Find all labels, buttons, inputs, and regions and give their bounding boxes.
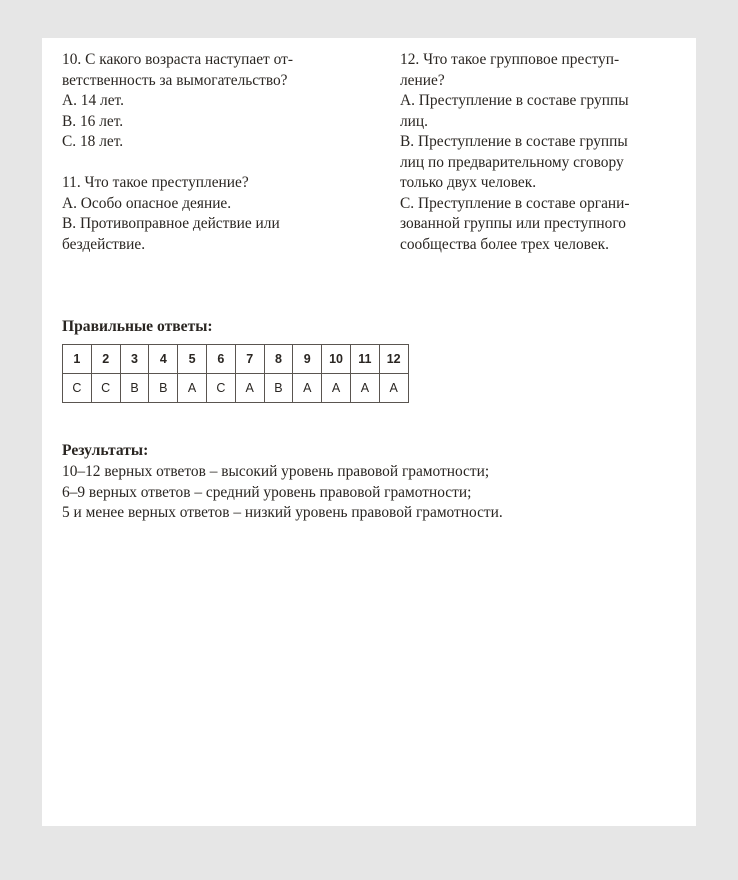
results-heading: Результаты:	[62, 442, 149, 459]
question-10	[62, 50, 362, 153]
results-list	[62, 462, 503, 524]
answer-option: лиц по предварительному сговору	[400, 153, 624, 171]
answer-option: зованной группы или преступного	[400, 215, 626, 232]
answer-option: сообщества более трех человек.	[400, 235, 609, 253]
question-number-cell: 6	[206, 345, 235, 374]
answer-option: А. Преступление в составе группы	[400, 92, 629, 109]
result-line: 6–9 верных ответов – средний уровень правовой грамотности;	[62, 483, 472, 501]
question-text: ветственность за вымогательство?	[62, 71, 288, 89]
question-text: ление?	[400, 71, 445, 89]
question-number-cell: 1	[63, 345, 92, 374]
answer-option: В. Преступление в составе группы	[400, 133, 628, 150]
answer-letter-cell: A	[350, 374, 379, 403]
question-number-cell: 2	[91, 345, 120, 374]
right-column	[400, 50, 680, 255]
question-number-cell: 4	[149, 345, 178, 374]
answer-letter-cell: C	[206, 374, 235, 403]
answer-option: С. Преступление в составе органи-	[400, 194, 630, 212]
question-12	[400, 50, 680, 255]
answer-option: только двух человек.	[400, 174, 537, 191]
question-number-cell: 11	[350, 345, 379, 374]
answer-letter-cell: A	[235, 374, 264, 403]
question-number-cell: 9	[293, 345, 322, 374]
answer-letter-cell: A	[178, 374, 207, 403]
question-number-cell: 7	[235, 345, 264, 374]
answer-letter-cell: A	[379, 374, 408, 403]
question-number-cell: 10	[322, 345, 351, 374]
question-11	[62, 173, 362, 255]
question-text: 11. Что такое преступление?	[62, 174, 249, 191]
answer-letter-cell: A	[293, 374, 322, 403]
answer-option: лиц.	[400, 112, 429, 130]
document-page	[42, 38, 696, 826]
answers-table	[62, 344, 409, 403]
result-line: 5 и менее верных ответов – низкий уровень правовой грамотности.	[62, 504, 503, 521]
answer-option: В. Противоправное действие или	[62, 215, 280, 232]
answer-option: бездействие.	[62, 235, 146, 253]
answer-option: А. 14 лет.	[62, 92, 124, 109]
question-text: 10. С какого возраста наступает от-	[62, 51, 293, 68]
question-number-cell: 8	[264, 345, 293, 374]
answer-option: А. Особо опасное деяние.	[62, 194, 232, 212]
question-number-cell: 5	[178, 345, 207, 374]
answers-letters-row	[63, 374, 409, 403]
answers-numbers-row	[63, 345, 409, 374]
question-text: 12. Что такое групповое преступ-	[400, 51, 620, 68]
answer-letter-cell: B	[120, 374, 149, 403]
answer-letter-cell: C	[63, 374, 92, 403]
left-column	[62, 50, 362, 255]
answer-letter-cell: C	[91, 374, 120, 403]
answers-heading: Правильные ответы:	[62, 318, 213, 335]
answer-option: С. 18 лет.	[62, 133, 124, 150]
question-number-cell: 12	[379, 345, 408, 374]
answer-letter-cell: A	[322, 374, 351, 403]
answer-option: В. 16 лет.	[62, 112, 124, 130]
answer-letter-cell: B	[149, 374, 178, 403]
answer-letter-cell: B	[264, 374, 293, 403]
result-line: 10–12 верных ответов – высокий уровень правовой грамотности;	[62, 463, 490, 480]
question-number-cell: 3	[120, 345, 149, 374]
